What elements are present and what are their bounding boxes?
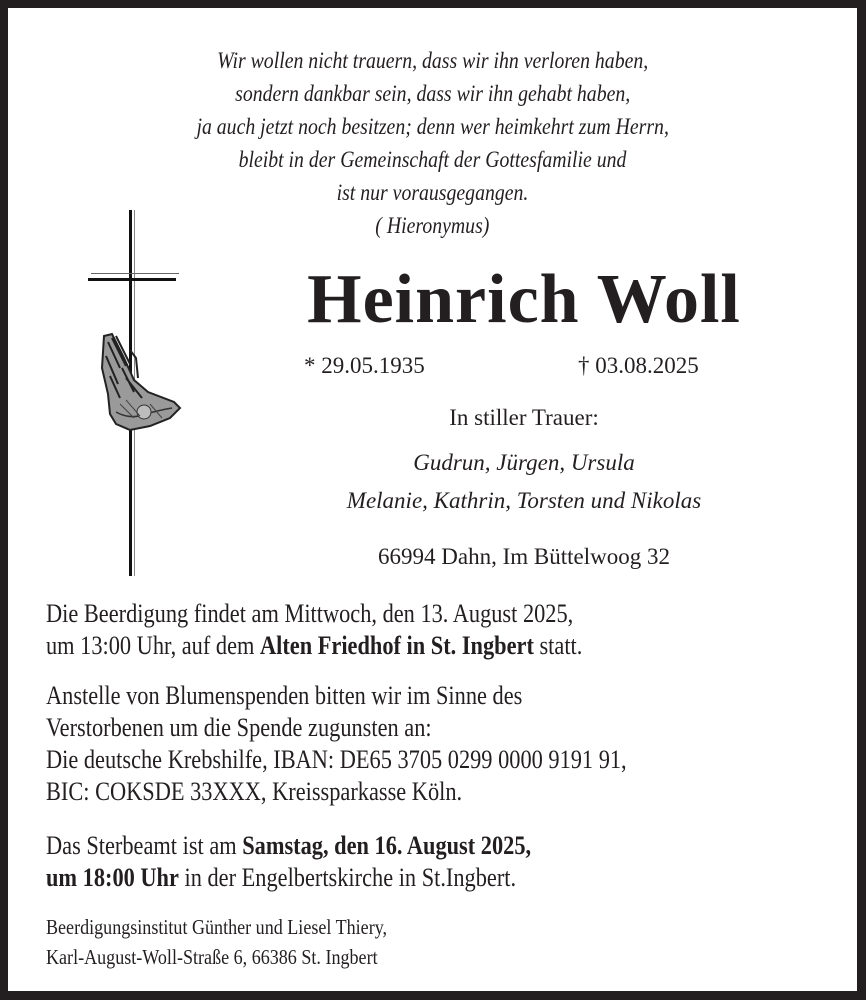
- funeral-location: Alten Friedhof in St. Ingbert: [259, 631, 534, 660]
- quote-author: ( Hieronymus): [375, 213, 490, 238]
- death-date: † 03.08.2025: [578, 353, 699, 378]
- requiem-location: in der Engelbertskirche in St.Ingbert.: [178, 863, 517, 892]
- requiem-intro: Das Sterbeamt ist am: [46, 831, 243, 860]
- requiem-time: um 18:00 Uhr: [46, 863, 179, 892]
- donation-info: [46, 680, 721, 808]
- funeral-line: Die Beerdigung findet am Mittwoch, den 13. August 2025,: [46, 599, 574, 628]
- donation-line: Anstelle von Blumenspenden bitten wir im Sinne des: [46, 681, 523, 710]
- praying-hands-icon: [90, 328, 190, 448]
- undertaker-line: Beerdigungsinstitut Günther und Liesel Thiery,: [46, 915, 388, 939]
- funeral-line: [46, 630, 582, 662]
- mourners-line: Melanie, Kathrin, Torsten und Nikolas: [346, 488, 702, 513]
- requiem-info: [46, 830, 610, 894]
- family-address: 66994 Dahn, Im Büttelwoog 32: [378, 544, 670, 569]
- mourners-list: [244, 444, 804, 520]
- funeral-time-text: um 13:00 Uhr, auf dem: [46, 631, 260, 660]
- mourning-label: In stiller Trauer:: [449, 405, 599, 430]
- quote-line: sondern dankbar sein, dass wir ihn gehabt haben,: [234, 81, 631, 106]
- quote-line: ist nur vorausgegangen.: [336, 180, 529, 205]
- quote-line: bleibt in der Gemeinschaft der Gottesfamilie und: [238, 147, 627, 172]
- quote-line: ja auch jetzt noch besitzen; denn wer heimkehrt zum Herrn,: [196, 114, 669, 139]
- quote-line: Wir wollen nicht trauern, dass wir ihn verloren haben,: [216, 48, 649, 73]
- undertaker-info: [46, 912, 443, 972]
- requiem-line: [46, 862, 531, 894]
- undertaker-line: Karl-August-Woll-Straße 6, 66386 St. Ingbert: [46, 945, 378, 969]
- requiem-date: Samstag, den 16. August 2025,: [242, 831, 532, 860]
- donation-line: Die deutsche Krebshilfe, IBAN: DE65 3705 0299 0000 9191 91,: [46, 745, 627, 774]
- mourners-line: Gudrun, Jürgen, Ursula: [413, 450, 635, 475]
- requiem-line: [46, 830, 531, 862]
- funeral-info: [46, 598, 670, 662]
- obituary-notice: [8, 8, 857, 991]
- donation-line: Verstorbenen um die Spende zugunsten an:: [46, 713, 432, 742]
- deceased-name: Heinrich Woll: [307, 261, 741, 338]
- donation-line: BIC: COKSDE 33XXX, Kreissparkasse Köln.: [46, 777, 463, 806]
- funeral-end-text: statt.: [533, 631, 583, 660]
- memorial-quote: [8, 44, 857, 242]
- birth-date: * 29.05.1935: [304, 353, 425, 378]
